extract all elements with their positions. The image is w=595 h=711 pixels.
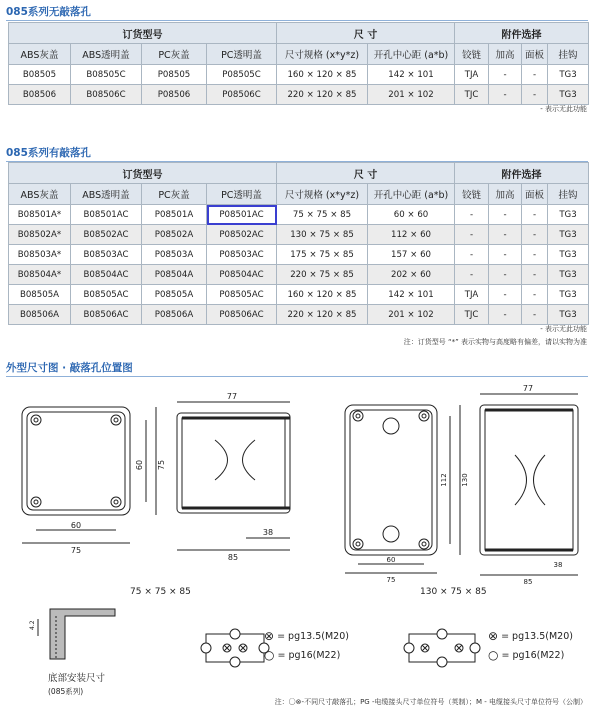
table-cell: TG3: [548, 285, 589, 305]
table-cell: B08502A*: [9, 225, 71, 245]
enclosure-side-outline-2: [480, 405, 578, 555]
legend-large: ⊗ = pg13.5(M20): [264, 629, 349, 643]
table-cell: B08506: [9, 85, 71, 105]
table-cell: TG3: [548, 305, 589, 325]
legend-small: ○ = pg16(M22): [264, 648, 341, 662]
table-cell: 60 × 60: [368, 205, 455, 225]
column-header: ABS透明盖: [71, 184, 142, 205]
dim-w-top-2: 77: [522, 384, 534, 393]
dim-depth-2: 85: [523, 578, 533, 586]
table-cell: 220 × 75 × 85: [277, 265, 368, 285]
group-header-order: 订货型号: [9, 23, 277, 44]
legend-large-2: ⊗ = pg13.5(M20): [488, 629, 573, 643]
dim-depth2: 38: [262, 528, 274, 537]
drawing2-caption: 130 × 75 × 85: [420, 587, 487, 597]
drawing-75x75x85: [0, 380, 300, 590]
column-header-row: [9, 184, 589, 205]
group-header-size: 尺 寸: [277, 163, 455, 184]
column-header-row: [9, 44, 589, 65]
table-cell: TG3: [548, 225, 589, 245]
table-cell: TJC: [455, 305, 489, 325]
dim-h-side: 60: [135, 459, 144, 471]
dim-w-top: 77: [226, 392, 238, 401]
table-cell: 130 × 75 × 85: [277, 225, 368, 245]
table-cell: TJA: [455, 65, 489, 85]
table-cell: TG3: [548, 85, 589, 105]
column-header: PC透明盖: [207, 44, 277, 65]
table-cell: P08506A: [142, 305, 207, 325]
table-cell: 201 × 102: [368, 85, 455, 105]
table-row: [9, 245, 589, 265]
dim-h-side2: 75: [157, 459, 166, 471]
table-cell: -: [522, 85, 548, 105]
table-cell: -: [489, 85, 522, 105]
table-cell: P08506AC: [207, 305, 277, 325]
table-cell: B08503A*: [9, 245, 71, 265]
column-header: 尺寸规格 (x*y*z): [277, 44, 368, 65]
crossed-circle-icon: ⊗: [488, 629, 499, 643]
table-cell: B08501A*: [9, 205, 71, 225]
table-cell: B08505C: [71, 65, 142, 85]
table-cell: TG3: [548, 245, 589, 265]
dim-w-total-2: 75: [386, 576, 396, 584]
section1-note: - 表示无此功能: [540, 105, 587, 113]
dim-w-hole: 60: [70, 521, 82, 530]
table-cell: TG3: [548, 205, 589, 225]
dim-w-total: 75: [70, 546, 82, 555]
bottom-sub: (085系列): [48, 687, 84, 696]
table-cell: P08502A: [142, 225, 207, 245]
dim-h-inner: 112: [440, 473, 448, 487]
table-cell: -: [522, 305, 548, 325]
table-cell: P08505A: [142, 285, 207, 305]
table-row: [9, 305, 589, 325]
table-cell: P08505C: [207, 65, 277, 85]
table-cell: B08505: [9, 65, 71, 85]
table-cell: 201 × 102: [368, 305, 455, 325]
table-cell: -: [489, 245, 522, 265]
table-cell: 160 × 120 × 85: [277, 285, 368, 305]
table-no-knockout: [8, 22, 589, 105]
table-cell: 157 × 60: [368, 245, 455, 265]
table-cell: -: [489, 285, 522, 305]
dim-depth: 85: [227, 553, 239, 562]
column-header: 加高: [489, 184, 522, 205]
table-cell: -: [455, 205, 489, 225]
table-cell: B08505A: [9, 285, 71, 305]
footnote: 注：〇⊗-不同尺寸敲落孔；PG -电缆接头尺寸单位符号（英制）；M - 电缆接头尺寸单位符号（公制）: [274, 698, 587, 706]
table-cell: 175 × 75 × 85: [277, 245, 368, 265]
table-row: [9, 65, 589, 85]
enclosure-side-outline: [177, 413, 290, 513]
highlighted-cell: P08501AC: [207, 205, 277, 225]
section3-rule: [6, 376, 588, 377]
dim-depth2-2: 38: [553, 561, 563, 569]
dim-h-outer: 130: [461, 473, 469, 487]
table-cell: B08503AC: [71, 245, 142, 265]
drawing1-caption: 75 × 75 × 85: [130, 587, 191, 597]
group-header-accessory: 附件选择: [455, 23, 589, 44]
table-cell: -: [522, 65, 548, 85]
bottom-label: 底部安装尺寸: [48, 673, 106, 684]
table-cell: 220 × 120 × 85: [277, 305, 368, 325]
table-cell: 112 × 60: [368, 225, 455, 245]
table-row: [9, 85, 589, 105]
dim-bottom: 4.2: [29, 620, 36, 630]
table-cell: P08504AC: [207, 265, 277, 285]
column-header: 开孔中心距 (a*b): [368, 44, 455, 65]
table-cell: B08504AC: [71, 265, 142, 285]
column-header: 面板: [522, 184, 548, 205]
table-cell: P08506: [142, 85, 207, 105]
column-header: 挂钩: [548, 184, 589, 205]
table-cell: 220 × 120 × 85: [277, 85, 368, 105]
column-header: 挂钩: [548, 44, 589, 65]
section2-note2: 注：订货型号 “*” 表示实物与高度略有偏差，请以实物为准: [403, 338, 587, 346]
enclosure-front-outline: [22, 407, 130, 515]
legend-small-2: ○ = pg16(M22): [488, 648, 565, 662]
table-cell: 142 × 101: [368, 285, 455, 305]
table-cell: P08505AC: [207, 285, 277, 305]
table-cell: 160 × 120 × 85: [277, 65, 368, 85]
column-header: PC透明盖: [207, 184, 277, 205]
table-cell: B08502AC: [71, 225, 142, 245]
table-cell: -: [489, 265, 522, 285]
column-header: 铰链: [455, 44, 489, 65]
table-row: [9, 205, 589, 225]
table-cell: -: [489, 205, 522, 225]
table-with-knockout: [8, 162, 589, 325]
drawing-130x75x85: [300, 380, 595, 590]
table-cell: B08504A*: [9, 265, 71, 285]
table-cell: TG3: [548, 265, 589, 285]
table-cell: -: [522, 225, 548, 245]
column-header: ABS灰盖: [9, 44, 71, 65]
column-header: 尺寸规格 (x*y*z): [277, 184, 368, 205]
table-cell: -: [489, 305, 522, 325]
column-header: 面板: [522, 44, 548, 65]
section1-rule: [6, 20, 588, 21]
group-header-accessory: 附件选择: [455, 163, 589, 184]
table-row: [9, 265, 589, 285]
group-header-size: 尺 寸: [277, 23, 455, 44]
column-header: ABS透明盖: [71, 44, 142, 65]
table-cell: P08502AC: [207, 225, 277, 245]
table-cell: P08505: [142, 65, 207, 85]
table-row: [9, 285, 589, 305]
knockout-diagram-2: [403, 622, 483, 672]
table-cell: -: [522, 285, 548, 305]
dim-w-hole-2: 60: [386, 556, 396, 564]
bottom-mount-detail: [20, 604, 120, 664]
table-cell: 75 × 75 × 85: [277, 205, 368, 225]
table-cell: P08506C: [207, 85, 277, 105]
table-cell: -: [522, 205, 548, 225]
enclosure-front-outline-2: [345, 405, 437, 555]
table-cell: B08501AC: [71, 205, 142, 225]
column-header: PC灰盖: [142, 184, 207, 205]
table-cell: P08503A: [142, 245, 207, 265]
section1-title: 085系列无敲落孔: [6, 6, 91, 18]
table-cell: -: [522, 265, 548, 285]
table-cell: -: [455, 245, 489, 265]
table-cell: P08501A: [142, 205, 207, 225]
table-cell: TG3: [548, 65, 589, 85]
column-header: 开孔中心距 (a*b): [368, 184, 455, 205]
table-cell: TJA: [455, 285, 489, 305]
column-header: PC灰盖: [142, 44, 207, 65]
section2-title: 085系列有敲落孔: [6, 147, 91, 159]
table-cell: -: [489, 65, 522, 85]
knockout-diagram-1: [200, 622, 270, 672]
table-row: [9, 225, 589, 245]
column-header: 铰链: [455, 184, 489, 205]
table-cell: 202 × 60: [368, 265, 455, 285]
table-cell: B08505AC: [71, 285, 142, 305]
table-cell: B08506C: [71, 85, 142, 105]
table-cell: -: [455, 225, 489, 245]
circle-icon: ○: [264, 648, 275, 662]
table-cell: TJC: [455, 85, 489, 105]
section3-title: 外型尺寸图 · 敲落孔位置图: [6, 362, 133, 374]
column-header: 加高: [489, 44, 522, 65]
table-cell: -: [455, 265, 489, 285]
table-cell: P08503AC: [207, 245, 277, 265]
column-header: ABS灰盖: [9, 184, 71, 205]
table-cell: -: [522, 245, 548, 265]
section2-note1: - 表示无此功能: [540, 325, 587, 333]
table-cell: B08506A: [9, 305, 71, 325]
table-cell: 142 × 101: [368, 65, 455, 85]
circle-icon: ○: [488, 648, 499, 662]
table-cell: -: [489, 225, 522, 245]
group-header-order: 订货型号: [9, 163, 277, 184]
table-cell: P08504A: [142, 265, 207, 285]
table-cell: B08506AC: [71, 305, 142, 325]
crossed-circle-icon: ⊗: [264, 629, 275, 643]
